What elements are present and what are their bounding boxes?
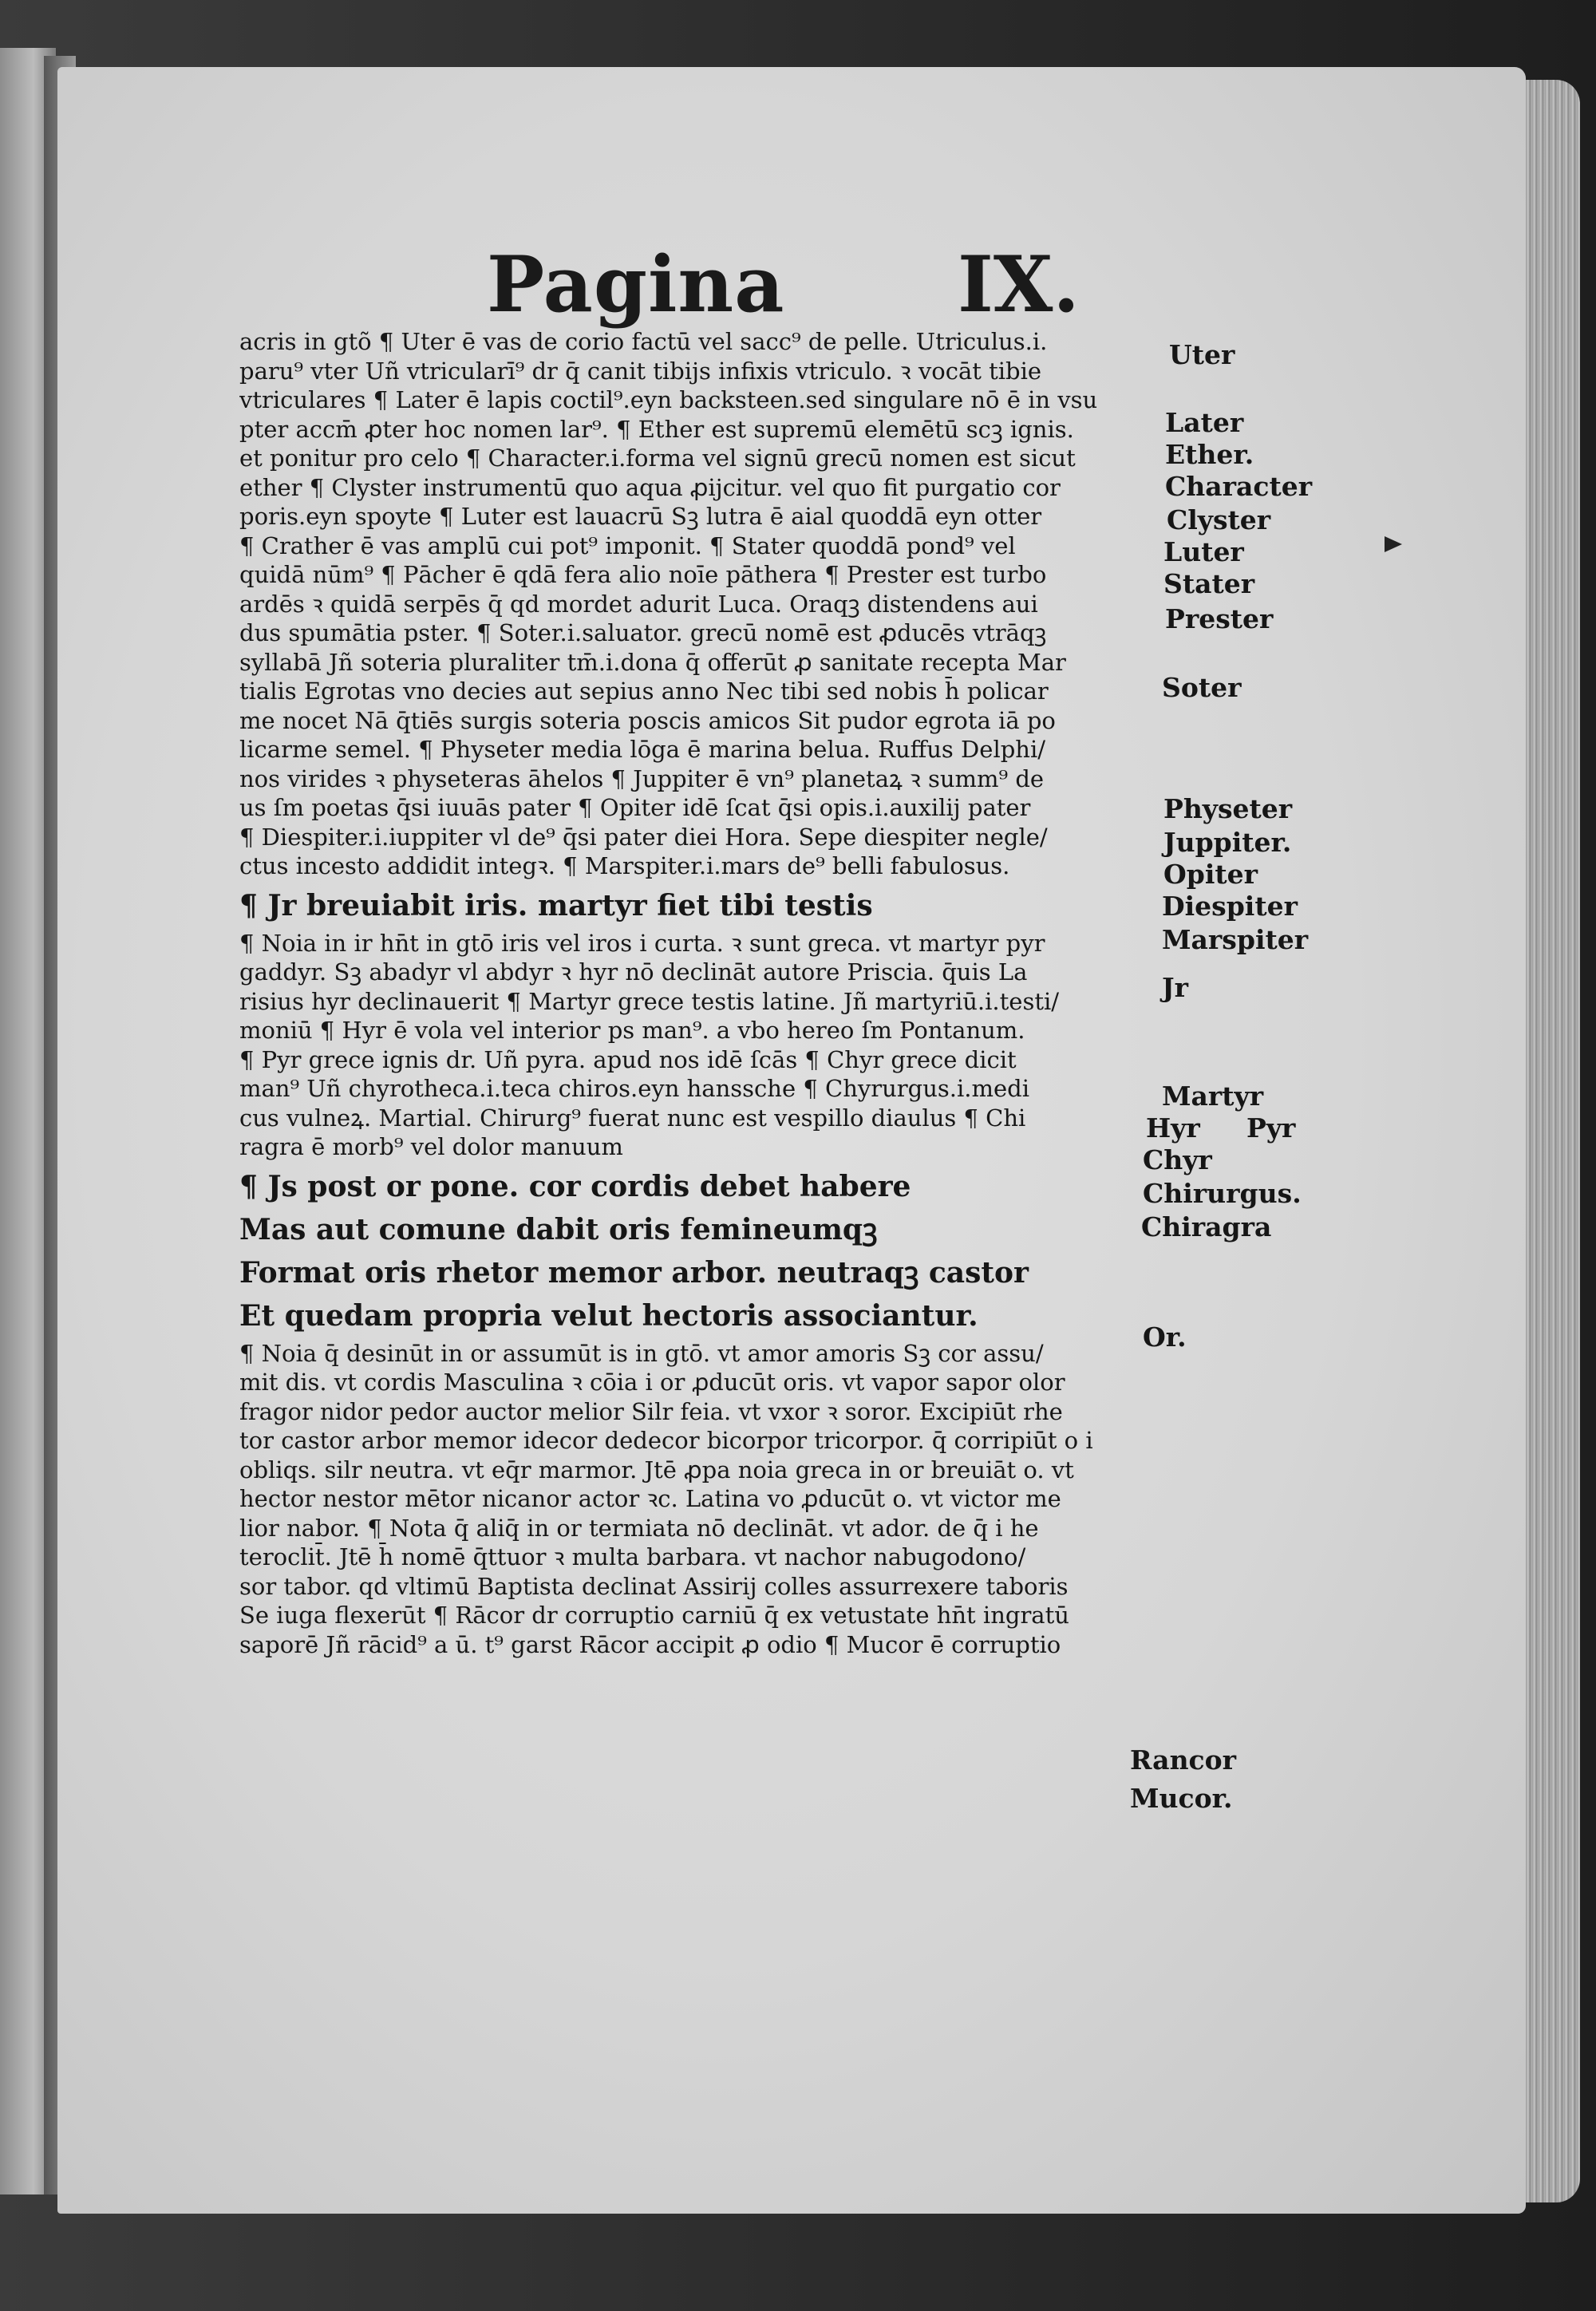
text-line: ether ¶ Clyster instrumentū quo aqua ꝓijcitur. vel quo fit purgatio cor	[239, 473, 1061, 501]
margin-note: Mucor.	[1130, 1783, 1233, 1814]
text-line: syllabā Jñ soteria pluraliter tm̄.i.dona q̄ offerūt ꝓ sanitate recepta Mar	[239, 648, 1066, 676]
text-line: ¶ Noia q̄ desinūt in or assumūt is in gtō. vt amor amoris Sꝫ cor assu/	[239, 1339, 1044, 1367]
text-line: obliqs. silr neutra. vt eq̄r marmor. Jtē ꝓpa noia greca in or breuiāt o. vt	[239, 1456, 1074, 1483]
margin-note: Juppiter.	[1163, 827, 1292, 858]
text-line: paru⁹ vter Uñ vtricularī⁹ dr q̄ canit tibijs infixis vtriculo. ꝛ vocāt tibie	[239, 357, 1042, 385]
text-line: acris in gtõ ¶ Uter ē vas de corio factū vel sacc⁹ de pelle. Utriculus.i.	[239, 328, 1048, 355]
margin-note: Ether.	[1165, 439, 1254, 470]
main-text-block	[239, 327, 1141, 1659]
text-line: mit dis. vt cordis Masculina ꝛ cōia i or ꝓducūt oris. vt vapor sapor olor	[239, 1369, 1065, 1396]
text-line: ¶ Noia in ir hn̄t in gtō iris vel iros i curta. ꝛ sunt greca. vt martyr pyr	[239, 929, 1045, 957]
verse-line: Format oris rhetor memor arbor. neutraqꝫ castor	[239, 1255, 1029, 1290]
text-line: vtriculares ¶ Later ē lapis coctil⁹.eyn backsteen.sed singulare nō ē in vsu	[239, 386, 1098, 413]
verse-line: Et quedam propria velut hectoris associantur.	[239, 1298, 978, 1333]
margin-note: Diespiter	[1162, 891, 1298, 922]
text-line: tor castor arbor memor idecor dedecor bicorpor tricorpor. q̄ corripiūt o i	[239, 1427, 1093, 1454]
margin-note: Pyr	[1246, 1112, 1296, 1144]
text-line: ¶ Diespiter.i.iuppiter vl de⁹ q̄si pater diei Hora. Sepe diespiter negle/	[239, 823, 1048, 851]
text-line: nos virides ꝛ physeteras āhelos ¶ Juppiter ē vn⁹ planetaꝝ ꝛ summ⁹ de	[239, 764, 1045, 792]
text-line: tialis Egrotas vno decies aut sepius anno Nec tibi sed nobis h̄ policar	[239, 677, 1049, 705]
text-line: ardēs ꝛ quidā serpēs q̄ qd mordet adurit Luca. Oraqꝫ distendens aui	[239, 590, 1038, 618]
text-line: licarme semel. ¶ Physeter media lōga ē marina belua. Ruffus Delphi/	[239, 736, 1046, 763]
verse-line: Mas aut comune dabit oris femineumqꝫ	[239, 1212, 878, 1246]
margin-note: Prester	[1165, 603, 1274, 634]
margin-note: Luter	[1163, 536, 1244, 567]
text-line: us ſm poetas q̄si iuuās pater ¶ Opiter idē ſcat q̄si opis.i.auxilij pater	[239, 794, 1031, 821]
margin-note: Marspiter	[1162, 924, 1309, 955]
text-line: ctus incesto addidit integꝛ. ¶ Marspiter.i.mars de⁹ belli fabulosus.	[239, 852, 1010, 879]
margin-note: Or.	[1143, 1321, 1187, 1353]
text-line: ¶ Pyr grece ignis dr. Uñ pyra. apud nos idē ſcās ¶ Chyr grece dicit	[239, 1045, 1017, 1073]
margin-note: Soter	[1162, 672, 1242, 703]
margin-note: Martyr	[1162, 1080, 1264, 1112]
text-line: risius hyr declinauerit ¶ Martyr grece testis latine. Jñ martyriū.i.testi/	[239, 987, 1060, 1015]
page-number: IX.	[958, 239, 1080, 330]
margin-note: Uter	[1169, 339, 1235, 370]
margin-note: Physeter	[1163, 793, 1293, 824]
margin-note: Rancor	[1130, 1744, 1237, 1776]
running-head-word: Pagina	[487, 239, 785, 330]
pointer-mark-icon	[1385, 536, 1402, 552]
text-line: et ponitur pro celo ¶ Character.i.forma vel signū grecū nomen est sicut	[239, 444, 1076, 472]
margin-note: Clyster	[1167, 504, 1271, 535]
text-line: fragor nidor pedor auctor melior Silr feia. vt vxor ꝛ soror. Excipiūt rhe	[239, 1397, 1063, 1425]
margin-note: Chiragra	[1141, 1211, 1272, 1242]
text-line: gaddyr. Sꝫ abadyr vl abdyr ꝛ hyr nō declināt autore Priscia. q̄uis La	[239, 958, 1028, 986]
margin-note: Hyr	[1146, 1112, 1200, 1144]
text-line: man⁹ Uñ chyrotheca.i.teca chiros.eyn hanssche ¶ Chyrurgus.i.medi	[239, 1075, 1029, 1102]
verse-line: ¶ Js post or pone. cor cordis debet habere	[239, 1169, 911, 1203]
text-line: teroclit̄. Jtē h̄ nomē q̄ttuor ꝛ multa barbara. vt nachor nabugodono/	[239, 1543, 1026, 1570]
text-line: me nocet Nā q̄tiēs surgis soteria poscis amicos Sit pudor egrota iā po	[239, 706, 1056, 734]
text-line: saporē Jñ rācid⁹ a ū. t⁹ garst Rācor accipit ꝓ odio ¶ Mucor ē corruptio	[239, 1630, 1061, 1658]
verse-line: ¶ Jr breuiabit iris. martyr fiet tibi testis	[239, 888, 873, 922]
text-line: cus vulneꝝ. Martial. Chirurg⁹ fuerat nunc est vespillo diaulus ¶ Chi	[239, 1104, 1026, 1132]
text-line: ragra ē morb⁹ vel dolor manuum	[239, 1133, 623, 1160]
text-line: pter accm̄ ꝓter hoc nomen lar⁹. ¶ Ether est supremū elemētū scꝫ ignis.	[239, 415, 1074, 443]
text-line: moniū ¶ Hyr ē vola vel interior ps man⁹. a vbo hereo ſm Pontanum.	[239, 1017, 1025, 1044]
text-line: dus spumātia pster. ¶ Soter.i.saluator. grecū nomē est ꝓducēs vtrāqꝫ	[239, 619, 1047, 646]
text-line: sor tabor. qd vltimū Baptista declinat Assirij colles assurrexere taboris	[239, 1572, 1069, 1600]
margin-note: Stater	[1163, 568, 1255, 599]
text-line: Se iuga flexerūt ¶ Rācor dr corruptio carniū q̄ ex vetustate hn̄t ingratū	[239, 1602, 1069, 1629]
text-line: hector nestor mētor nicanor actor ꝛc. Latina vo ꝓducūt o. vt victor me	[239, 1485, 1061, 1512]
text-line: quidā nūm⁹ ¶ Pācher ē qdā fera alio noīe pāthera ¶ Prester est turbo	[239, 561, 1047, 588]
margin-note: Chirurgus.	[1143, 1178, 1302, 1209]
margin-note: Character	[1165, 471, 1313, 502]
text-line: poris.eyn spoyte ¶ Luter est lauacrū Sꝫ lutra ē aial quoddā eyn otter	[239, 503, 1042, 530]
margin-note: Later	[1165, 407, 1244, 438]
margin-note: Chyr	[1143, 1144, 1212, 1175]
margin-note: Opiter	[1163, 859, 1258, 890]
text-line: ¶ Crather ē vas amplū cui pot⁹ imponit. ¶ Stater quoddā pond⁹ vel	[239, 531, 1016, 559]
margin-note: Jr	[1162, 972, 1188, 1003]
text-line: lior nabor. ¶ Nota q̄ aliq̄ in or termiata nō declināt. vt ador. de q̄ i he	[239, 1514, 1039, 1542]
